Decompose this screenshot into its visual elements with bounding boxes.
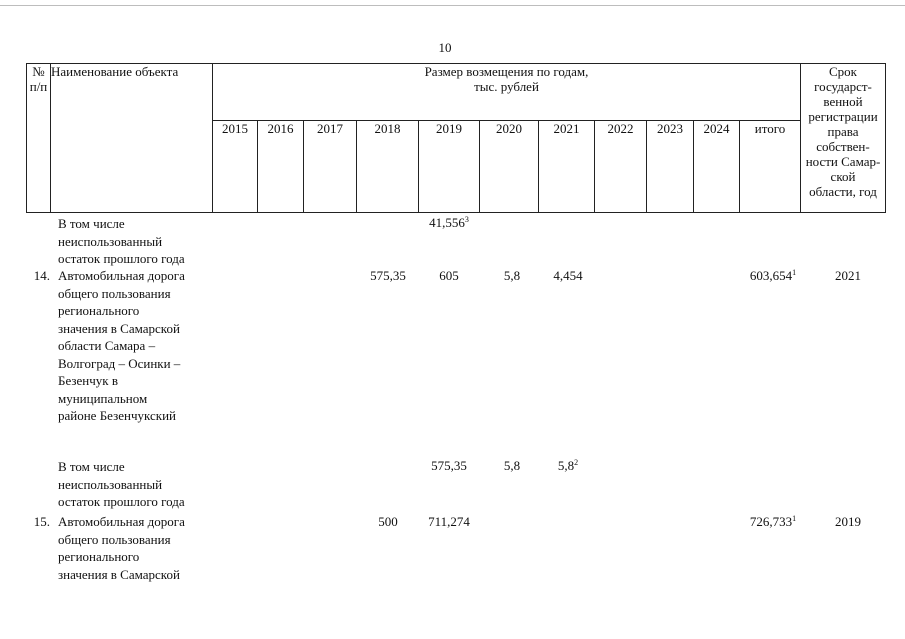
header-total: итого	[740, 121, 801, 213]
row-2-2020: 5,8	[503, 458, 521, 473]
row-3-total: 726,733$^1$	[749, 514, 797, 529]
header-year-2015: 2015	[213, 121, 258, 213]
header-year-2019: 2019	[419, 121, 480, 213]
header-year-2017: 2017	[304, 121, 357, 213]
header-object-name: Наименование объекта	[51, 64, 213, 213]
header-year-2016: 2016	[258, 121, 304, 213]
row-1-total: 603,654$^1$	[749, 268, 797, 283]
row-3-2018: 500	[378, 514, 398, 529]
row-1-2020: 5,8	[503, 268, 521, 283]
row-2-name: В том числе неиспользованный остаток прошлого года	[58, 459, 185, 509]
header-year-2018: 2018	[357, 121, 419, 213]
header-number: № п/п	[27, 64, 51, 213]
row-1-2019: 605	[439, 268, 459, 283]
table-header	[26, 63, 886, 213]
row-2-2019: 575,35	[431, 458, 467, 473]
row-1-2018: 575,35	[370, 268, 406, 283]
row-1-2021: 4,454	[553, 268, 583, 283]
header-year-2021: 2021	[539, 121, 595, 213]
header-year-2020: 2020	[480, 121, 539, 213]
header-year-2022: 2022	[595, 121, 647, 213]
row-3-number: 15.	[33, 514, 50, 529]
page-number: 10	[438, 40, 452, 55]
row-2-2021: $5,8^2$	[557, 458, 579, 473]
header-registration-term: Срок государст- венной регистрации права собствен- ности Самар- ской области, год	[801, 64, 886, 213]
header-compensation-size: Размер возмещения по годам, тыс. рублей	[213, 64, 801, 121]
header-year-2024: 2024	[694, 121, 740, 213]
row-3-name: Автомобильная дорога общего пользования регионального значения в Самарской	[58, 514, 185, 582]
top-border-line	[0, 5, 905, 6]
row-3-2019: 711,274	[428, 514, 470, 529]
row-0-name: В том числе неиспользованный остаток прошлого года	[58, 216, 185, 266]
row-1-registration-year: 2021	[835, 268, 861, 283]
header-year-2023: 2023	[647, 121, 694, 213]
row-3-registration-year: 2019	[835, 514, 861, 529]
row-1-number: 14.	[33, 268, 50, 283]
row-1-name: Автомобильная дорога общего пользования регионального значения в Самарской области Самара – Волгоград – Осинки – Безенчук в муниципальном районе Безенчукский	[58, 268, 185, 423]
row-0-2019: 41,556$^3$	[429, 215, 469, 230]
